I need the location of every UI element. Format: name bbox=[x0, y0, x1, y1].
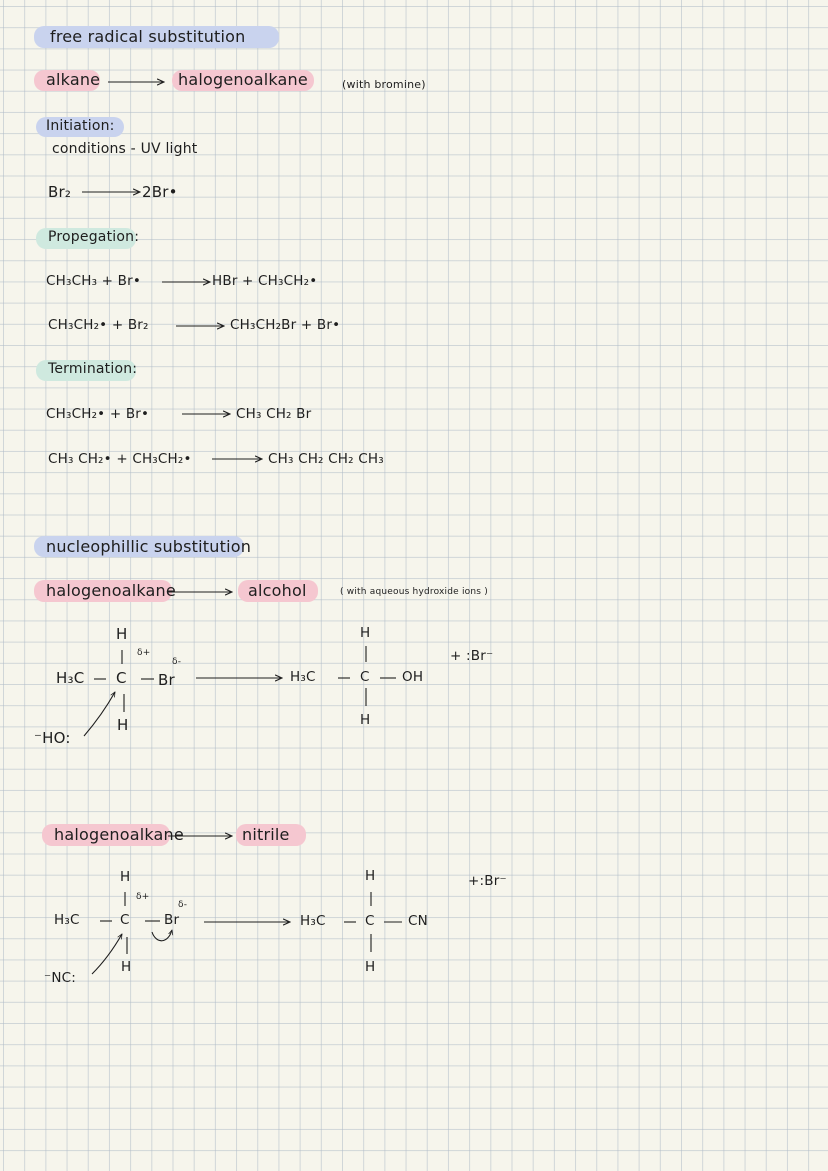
initiation-conditions: conditions - UV light bbox=[52, 141, 198, 157]
section-title-nucleophilic: nucleophillic substitution bbox=[46, 537, 252, 556]
propagation-heading: Propegation: bbox=[48, 229, 140, 245]
alc-prod-oh: OH bbox=[402, 669, 424, 685]
termination-eq1-rhs: CH₃ CH₂ Br bbox=[236, 406, 312, 422]
curly-arrow-bromide bbox=[152, 930, 172, 941]
nit-prod-c: C bbox=[365, 913, 375, 929]
nit-mech-h3c: H₃C bbox=[54, 912, 80, 928]
termination-eq1-lhs: CH₃CH₂• + Br• bbox=[46, 406, 150, 422]
initiation-rhs: 2Br• bbox=[142, 183, 178, 201]
alcohol-product: alcohol bbox=[248, 581, 307, 600]
alcohol-note: ( with aqueous hydroxide ions ) bbox=[340, 587, 488, 597]
propagation-eq1-lhs: CH₃CH₃ + Br• bbox=[46, 273, 142, 289]
alc-prod-h3c: H₃C bbox=[290, 669, 316, 685]
nit-prod-cn: CN bbox=[408, 913, 428, 929]
overview-reactant: alkane bbox=[46, 70, 101, 89]
propagation-eq1-rhs: HBr + CH₃CH₂• bbox=[212, 273, 318, 289]
alc-mech-h3c: H₃C bbox=[56, 669, 85, 687]
alcohol-reactant: halogenoalkane bbox=[46, 581, 176, 600]
nit-mech-h-bottom: H bbox=[121, 959, 132, 975]
propagation-eq2-lhs: CH₃CH₂• + Br₂ bbox=[48, 317, 149, 333]
alc-mech-delta-minus: δ- bbox=[172, 657, 182, 667]
nit-mech-delta-plus: δ+ bbox=[136, 892, 150, 902]
nit-mech-br: Br bbox=[164, 912, 180, 928]
nit-prod-h3c: H₃C bbox=[300, 913, 326, 929]
nit-mech-nucleophile: ⁻NC: bbox=[44, 970, 76, 986]
alc-mech-delta-plus: δ+ bbox=[137, 648, 151, 658]
nit-prod-h-bottom: H bbox=[365, 959, 376, 975]
curly-arrow-cyanide bbox=[92, 934, 122, 974]
termination-eq2-rhs: CH₃ CH₂ CH₂ CH₃ bbox=[268, 451, 384, 467]
initiation-lhs: Br₂ bbox=[48, 183, 72, 201]
alc-prod-h-bottom: H bbox=[360, 712, 371, 728]
initiation-heading: Initiation: bbox=[46, 118, 115, 134]
curly-arrow-hydroxide bbox=[84, 692, 115, 736]
alc-prod-h-top: H bbox=[360, 625, 371, 641]
alc-mech-h-top: H bbox=[116, 625, 128, 643]
alc-prod-c: C bbox=[360, 669, 370, 685]
nitrile-reactant: halogenoalkane bbox=[54, 825, 184, 844]
propagation-eq2-rhs: CH₃CH₂Br + Br• bbox=[230, 317, 341, 333]
alc-mech-br: Br bbox=[158, 671, 175, 689]
nit-byproduct: +:Br⁻ bbox=[468, 873, 507, 889]
termination-eq2-lhs: CH₃ CH₂• + CH₃CH₂• bbox=[48, 451, 192, 467]
nit-prod-h-top: H bbox=[365, 868, 376, 884]
alc-mech-c: C bbox=[116, 669, 127, 687]
nit-mech-h-top: H bbox=[120, 869, 131, 885]
alc-mech-h-bottom: H bbox=[117, 716, 129, 734]
alc-mech-nucleophile: ⁻HO: bbox=[34, 729, 71, 747]
termination-heading: Termination: bbox=[48, 361, 138, 377]
nit-mech-delta-minus: δ- bbox=[178, 900, 188, 910]
overview-note: (with bromine) bbox=[342, 78, 426, 91]
nitrile-product: nitrile bbox=[242, 825, 290, 844]
nit-mech-c: C bbox=[120, 912, 130, 928]
alc-byproduct: + :Br⁻ bbox=[450, 648, 494, 664]
overview-product: halogenoalkane bbox=[178, 70, 308, 89]
section-title-free-radical: free radical substitution bbox=[50, 27, 246, 46]
